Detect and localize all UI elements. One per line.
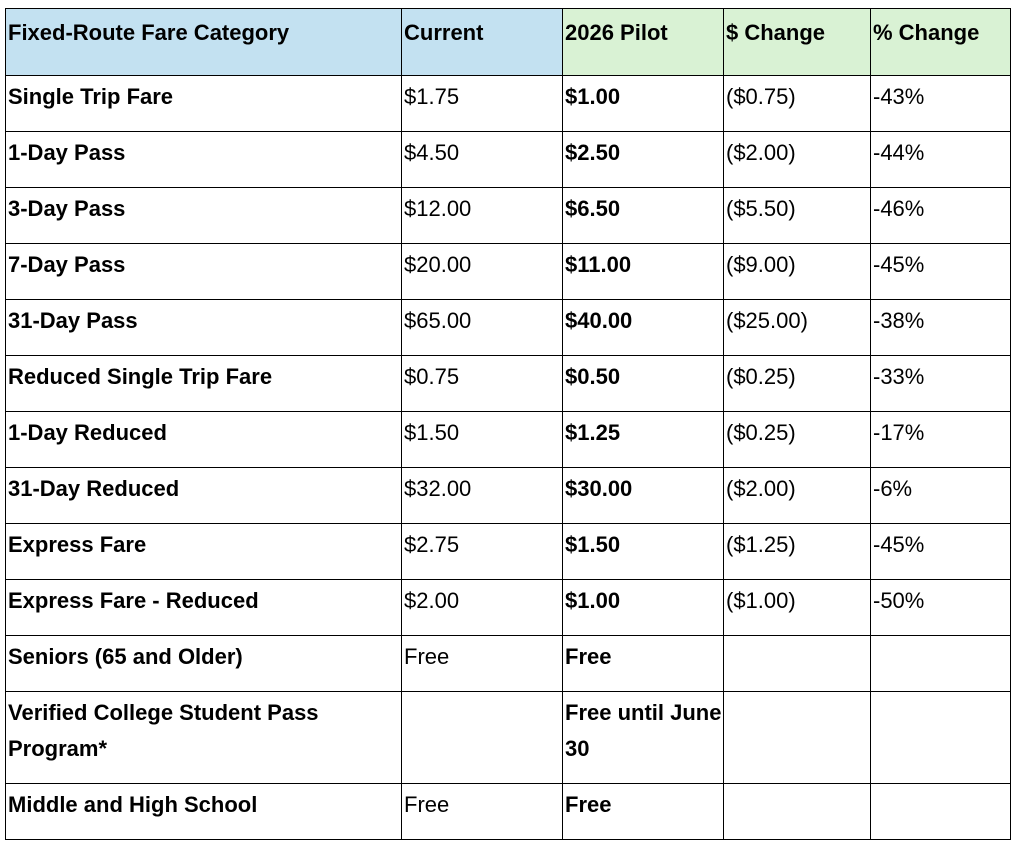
cell-pilot-fare: $30.00: [563, 468, 724, 524]
cell-percent-change: -44%: [871, 132, 1011, 188]
table-row: [6, 636, 1011, 692]
table-row: [6, 692, 1011, 784]
cell-current-fare: $1.50: [402, 412, 563, 468]
header-fare-category: Fixed-Route Fare Category: [6, 9, 402, 76]
cell-pilot-fare: $6.50: [563, 188, 724, 244]
cell-pilot-fare: Free: [563, 784, 724, 840]
cell-percent-change: -43%: [871, 76, 1011, 132]
cell-fare-category: Seniors (65 and Older): [6, 636, 402, 692]
table-row: [6, 580, 1011, 636]
header-current: Current: [402, 9, 563, 76]
cell-percent-change: -46%: [871, 188, 1011, 244]
table-row: [6, 132, 1011, 188]
table-row: [6, 468, 1011, 524]
cell-pilot-fare: $1.00: [563, 76, 724, 132]
cell-current-fare: $2.00: [402, 580, 563, 636]
cell-dollar-change: ($2.00): [724, 468, 871, 524]
cell-fare-category: 1-Day Pass: [6, 132, 402, 188]
cell-fare-category: 31-Day Reduced: [6, 468, 402, 524]
cell-dollar-change: [724, 636, 871, 692]
cell-pilot-fare: Free until June 30: [563, 692, 724, 784]
cell-dollar-change: ($0.75): [724, 76, 871, 132]
table-row: [6, 244, 1011, 300]
cell-pilot-fare: $1.25: [563, 412, 724, 468]
cell-fare-category: Express Fare - Reduced: [6, 580, 402, 636]
cell-dollar-change: ($5.50): [724, 188, 871, 244]
cell-pilot-fare: $40.00: [563, 300, 724, 356]
cell-pilot-fare: $0.50: [563, 356, 724, 412]
cell-pilot-fare: $2.50: [563, 132, 724, 188]
cell-percent-change: -33%: [871, 356, 1011, 412]
cell-pilot-fare: $1.50: [563, 524, 724, 580]
cell-percent-change: [871, 636, 1011, 692]
cell-current-fare: $4.50: [402, 132, 563, 188]
cell-current-fare: [402, 692, 563, 784]
cell-percent-change: -45%: [871, 244, 1011, 300]
cell-current-fare: $2.75: [402, 524, 563, 580]
cell-current-fare: $12.00: [402, 188, 563, 244]
cell-dollar-change: ($1.00): [724, 580, 871, 636]
cell-current-fare: Free: [402, 784, 563, 840]
cell-current-fare: Free: [402, 636, 563, 692]
cell-percent-change: [871, 784, 1011, 840]
cell-fare-category: Single Trip Fare: [6, 76, 402, 132]
cell-fare-category: Middle and High School: [6, 784, 402, 840]
cell-pilot-fare: $11.00: [563, 244, 724, 300]
cell-percent-change: -6%: [871, 468, 1011, 524]
table-body: [6, 76, 1011, 840]
fare-comparison-table: [5, 8, 1011, 840]
cell-fare-category: 3-Day Pass: [6, 188, 402, 244]
cell-current-fare: $65.00: [402, 300, 563, 356]
header-2026-pilot: 2026 Pilot: [563, 9, 724, 76]
table-row: [6, 76, 1011, 132]
cell-fare-category: 31-Day Pass: [6, 300, 402, 356]
cell-percent-change: [871, 692, 1011, 784]
table-header-row: [6, 9, 1011, 76]
cell-fare-category: Express Fare: [6, 524, 402, 580]
cell-dollar-change: ($0.25): [724, 412, 871, 468]
table-row: [6, 300, 1011, 356]
table-row: [6, 524, 1011, 580]
header-dollar-change: $ Change: [724, 9, 871, 76]
cell-pilot-fare: $1.00: [563, 580, 724, 636]
cell-percent-change: -38%: [871, 300, 1011, 356]
cell-dollar-change: ($2.00): [724, 132, 871, 188]
cell-current-fare: $0.75: [402, 356, 563, 412]
table-row: [6, 356, 1011, 412]
cell-percent-change: -45%: [871, 524, 1011, 580]
cell-fare-category: Verified College Student Pass Program*: [6, 692, 402, 784]
table-row: [6, 188, 1011, 244]
cell-percent-change: -17%: [871, 412, 1011, 468]
cell-percent-change: -50%: [871, 580, 1011, 636]
cell-current-fare: $1.75: [402, 76, 563, 132]
cell-dollar-change: ($1.25): [724, 524, 871, 580]
table-row: [6, 412, 1011, 468]
cell-fare-category: 7-Day Pass: [6, 244, 402, 300]
cell-current-fare: $20.00: [402, 244, 563, 300]
cell-pilot-fare: Free: [563, 636, 724, 692]
cell-dollar-change: [724, 692, 871, 784]
cell-current-fare: $32.00: [402, 468, 563, 524]
cell-dollar-change: ($0.25): [724, 356, 871, 412]
cell-fare-category: 1-Day Reduced: [6, 412, 402, 468]
cell-fare-category: Reduced Single Trip Fare: [6, 356, 402, 412]
cell-dollar-change: [724, 784, 871, 840]
header-percent-change: % Change: [871, 9, 1011, 76]
cell-dollar-change: ($9.00): [724, 244, 871, 300]
cell-dollar-change: ($25.00): [724, 300, 871, 356]
table-row: [6, 784, 1011, 840]
